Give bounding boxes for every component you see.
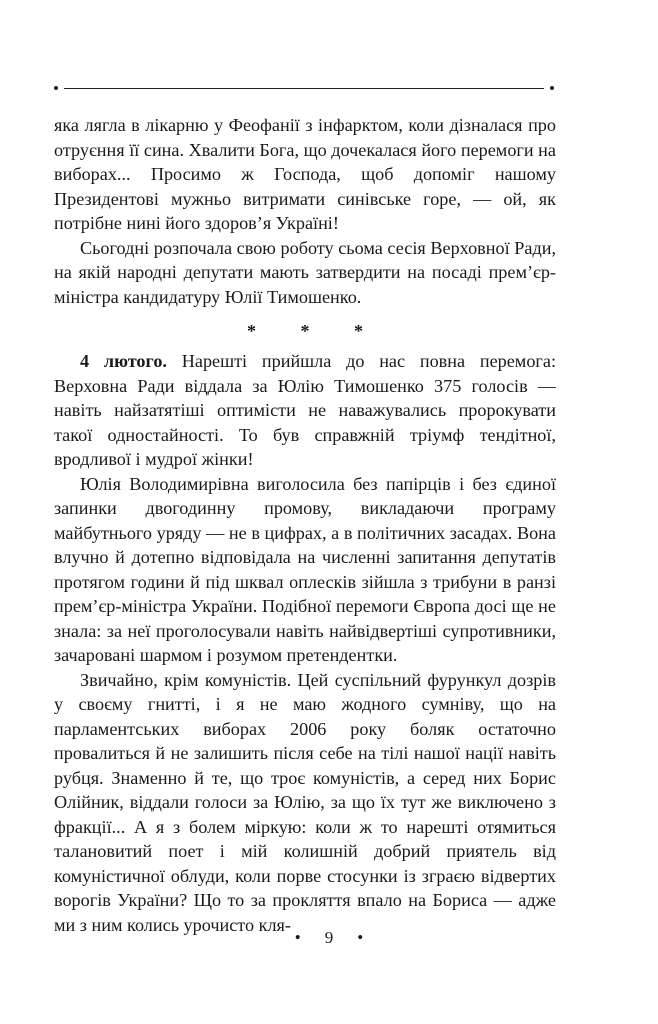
paragraph-1: яка лягла в лікарню у Феофанії з інфарктом, коли дізналася про отруєння її сина. Хвалити Бога, що дочекалася його перемоги на виборах... Просимо ж Господа, щоб допоміг нашому Президентові мужньо витримати синівське горе, — ой, як потрібне нині його здоров’я Україні!	[54, 115, 556, 233]
paragraph-3	[54, 349, 556, 472]
paragraph-5: Звичайно, крім комуністів. Цей суспільний фурункул дозрів у своєму гнитті, і я не маю жодного сумніву, що на парламентських виборах 2006 року боляк остаточно провалиться й не залишить після себе на тілі нашої нації навіть рубця. Знаменно й те, що троє комуністів, а серед них Борис Олійник, віддали голоси за Юлію, за що їх тут же виключено з фракції... А я з болем міркую: коли ж то нарешті отямиться талановитий поет і мій колишній добрий приятель від комуністичної облуди, коли порве стосунки із зграєю відвертих ворогів України? Що то за прокляття впало на Бориса — адже ми з ним колись урочисто кля-	[54, 669, 556, 935]
rule-line	[64, 88, 544, 89]
paragraph-4: Юлія Володимирівна виголосила без папірців і без єдиної запинки двогодинну промову, викладаючи програму майбутнього уряду — не в цифрах, а в політичних засадах. Вона влучно й дотепно відповідала на численні запитання депутатів протягом години й під шквал оплесків зійшла з трибуни в ранзі прем’єр-міністра України. Подібної перемоги Європа досі ще не знала: за неї проголосували навіть найвідвертіші супротивники, зачаровані шармом і розумом претендентки.	[54, 473, 556, 665]
rule-dot-right	[550, 86, 554, 90]
paragraph-3-text: Нарешті прийшла до нас повна перемога: Верховна Ради віддала за Юлію Тимошенко 375 голосів — навіть найзатятіші оптимісти не наважувались пророкувати такої одностайності. То був справжній тріумф тендітної, вродливої і мудрої жінки!	[54, 351, 556, 469]
section-separator: * * *	[247, 321, 383, 341]
top-rule	[54, 86, 554, 92]
folio-dot-right: •	[357, 928, 364, 947]
rule-dot-left	[54, 86, 58, 90]
page-number: 9	[324, 928, 334, 947]
folio-dot-left: •	[294, 928, 301, 947]
paragraph-2: Сьогодні розпочала свою роботу сьома сесія Верховної Ради, на якій народні депутати мають затвердити на посаді прем’єр-міністра кандидатуру Юлії Тимошенко.	[54, 237, 556, 307]
body-text	[54, 113, 556, 937]
page-footer	[0, 928, 658, 948]
entry-date: 4 лютого.	[80, 351, 167, 371]
